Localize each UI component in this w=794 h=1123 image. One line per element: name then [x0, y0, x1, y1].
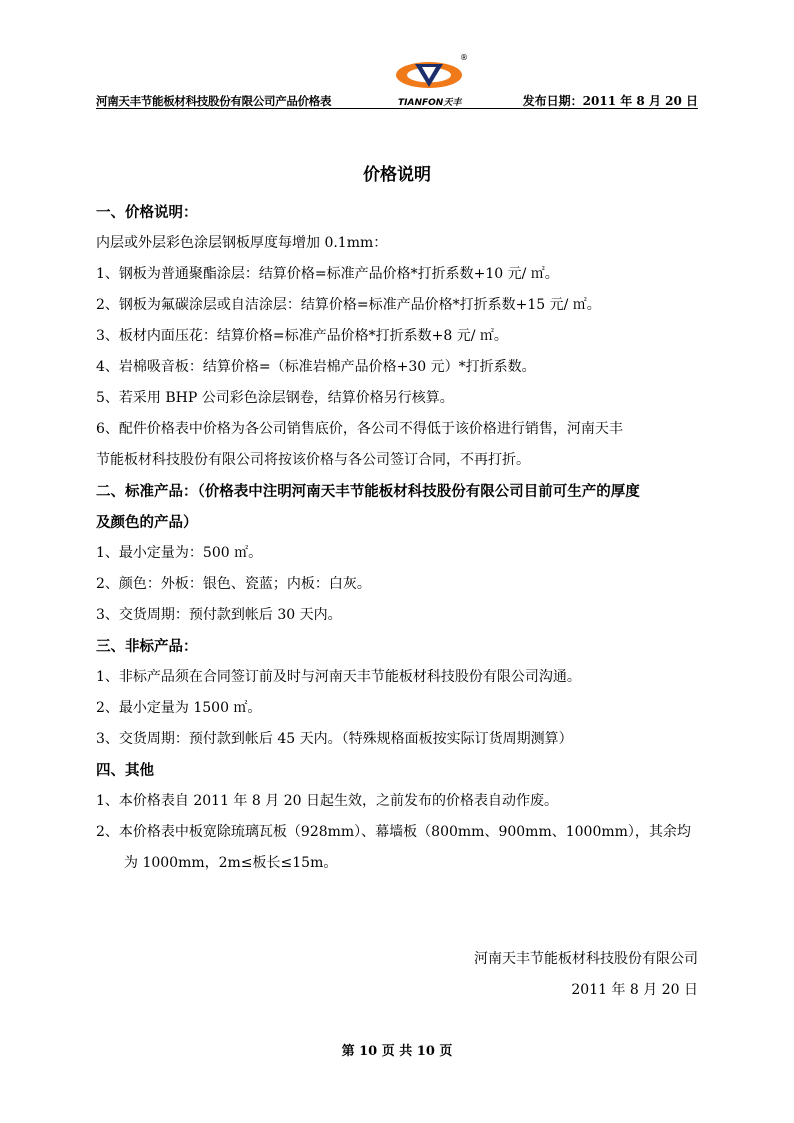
- list-item: 1、本价格表自 2011 年 8 月 20 日起生效，之前发布的价格表自动作废。: [96, 793, 558, 809]
- registered-mark: ®: [460, 53, 468, 62]
- list-item: 2、钢板为氟碳涂层或自洁涂层：结算价格=标准产品价格*打折系数+15 元/ ㎡。: [96, 297, 601, 313]
- page-number: 第 10 页 共 10 页: [341, 1044, 453, 1059]
- list-item: 1、非标产品须在合同签订前及时与河南天丰节能板材科技股份有限公司沟通。: [96, 669, 581, 685]
- logo-icon: [394, 55, 468, 95]
- list-item: 3、板材内面压花：结算价格=标准产品价格*打折系数+8 元/ ㎡。: [96, 328, 508, 344]
- signature-date: 2011 年 8 月 20 日: [571, 982, 698, 998]
- list-item: 3、交货周期：预付款到帐后 30 天内。: [96, 607, 342, 623]
- list-item: 2、最小定量为 1500 ㎡。: [96, 700, 262, 716]
- list-item-continued: 节能板材科技股份有限公司将按该价格与各公司签订合同，不再打折。: [96, 452, 530, 468]
- section-heading-2-continued: 及颜色的产品）: [96, 514, 198, 531]
- list-item: 6、配件价格表中价格为各公司销售底价，各公司不得低于该价格进行销售，河南天丰: [96, 421, 623, 437]
- list-item: 5、若采用 BHP 公司彩色涂层钢卷，结算价格另行核算。: [96, 390, 454, 406]
- signature-company: 河南天丰节能板材科技股份有限公司: [474, 951, 698, 967]
- logo-text: TIANFON天丰: [398, 98, 462, 108]
- page-header: [96, 55, 698, 107]
- list-item: 3、交货周期：预付款到帐后 45 天内。（特殊规格面板按实际订货周期测算）: [96, 731, 573, 747]
- list-item: 2、本价格表中板宽除琉璃瓦板（928mm）、幕墙板（800mm、900mm、1000mm），其余均: [96, 824, 691, 840]
- list-item: 1、最小定量为：500 ㎡。: [96, 545, 263, 561]
- section-heading-4: 四、其他: [96, 762, 154, 779]
- section-heading-1: 一、价格说明：: [96, 204, 198, 221]
- paragraph: 内层或外层彩色涂层钢板厚度每增加 0.1mm：: [96, 235, 388, 251]
- document-body: [96, 197, 698, 879]
- tianfon-logo: [394, 55, 468, 107]
- company-title: 河南天丰节能板材科技股份有限公司产品价格表: [96, 94, 332, 108]
- header-divider: [96, 108, 698, 109]
- list-item: 1、钢板为普通聚酯涂层：结算价格=标准产品价格*打折系数+10 元/ ㎡。: [96, 266, 559, 282]
- signature-block: [474, 944, 698, 1006]
- publish-date: 发布日期：2011 年 8 月 20 日: [522, 94, 698, 108]
- list-item: 4、岩棉吸音板：结算价格=（标准岩棉产品价格+30 元）*打折系数。: [96, 359, 536, 375]
- section-heading-2: 二、标准产品：（价格表中注明河南天丰节能板材科技股份有限公司目前可生产的厚度: [96, 483, 640, 500]
- list-item-continued: 为 1000mm，2m≤板长≤15m。: [124, 855, 338, 871]
- page-title: 价格说明: [363, 165, 431, 185]
- list-item: 2、颜色：外板：银色、瓷蓝；内板：白灰。: [96, 576, 371, 592]
- section-heading-3: 三、非标产品：: [96, 638, 198, 655]
